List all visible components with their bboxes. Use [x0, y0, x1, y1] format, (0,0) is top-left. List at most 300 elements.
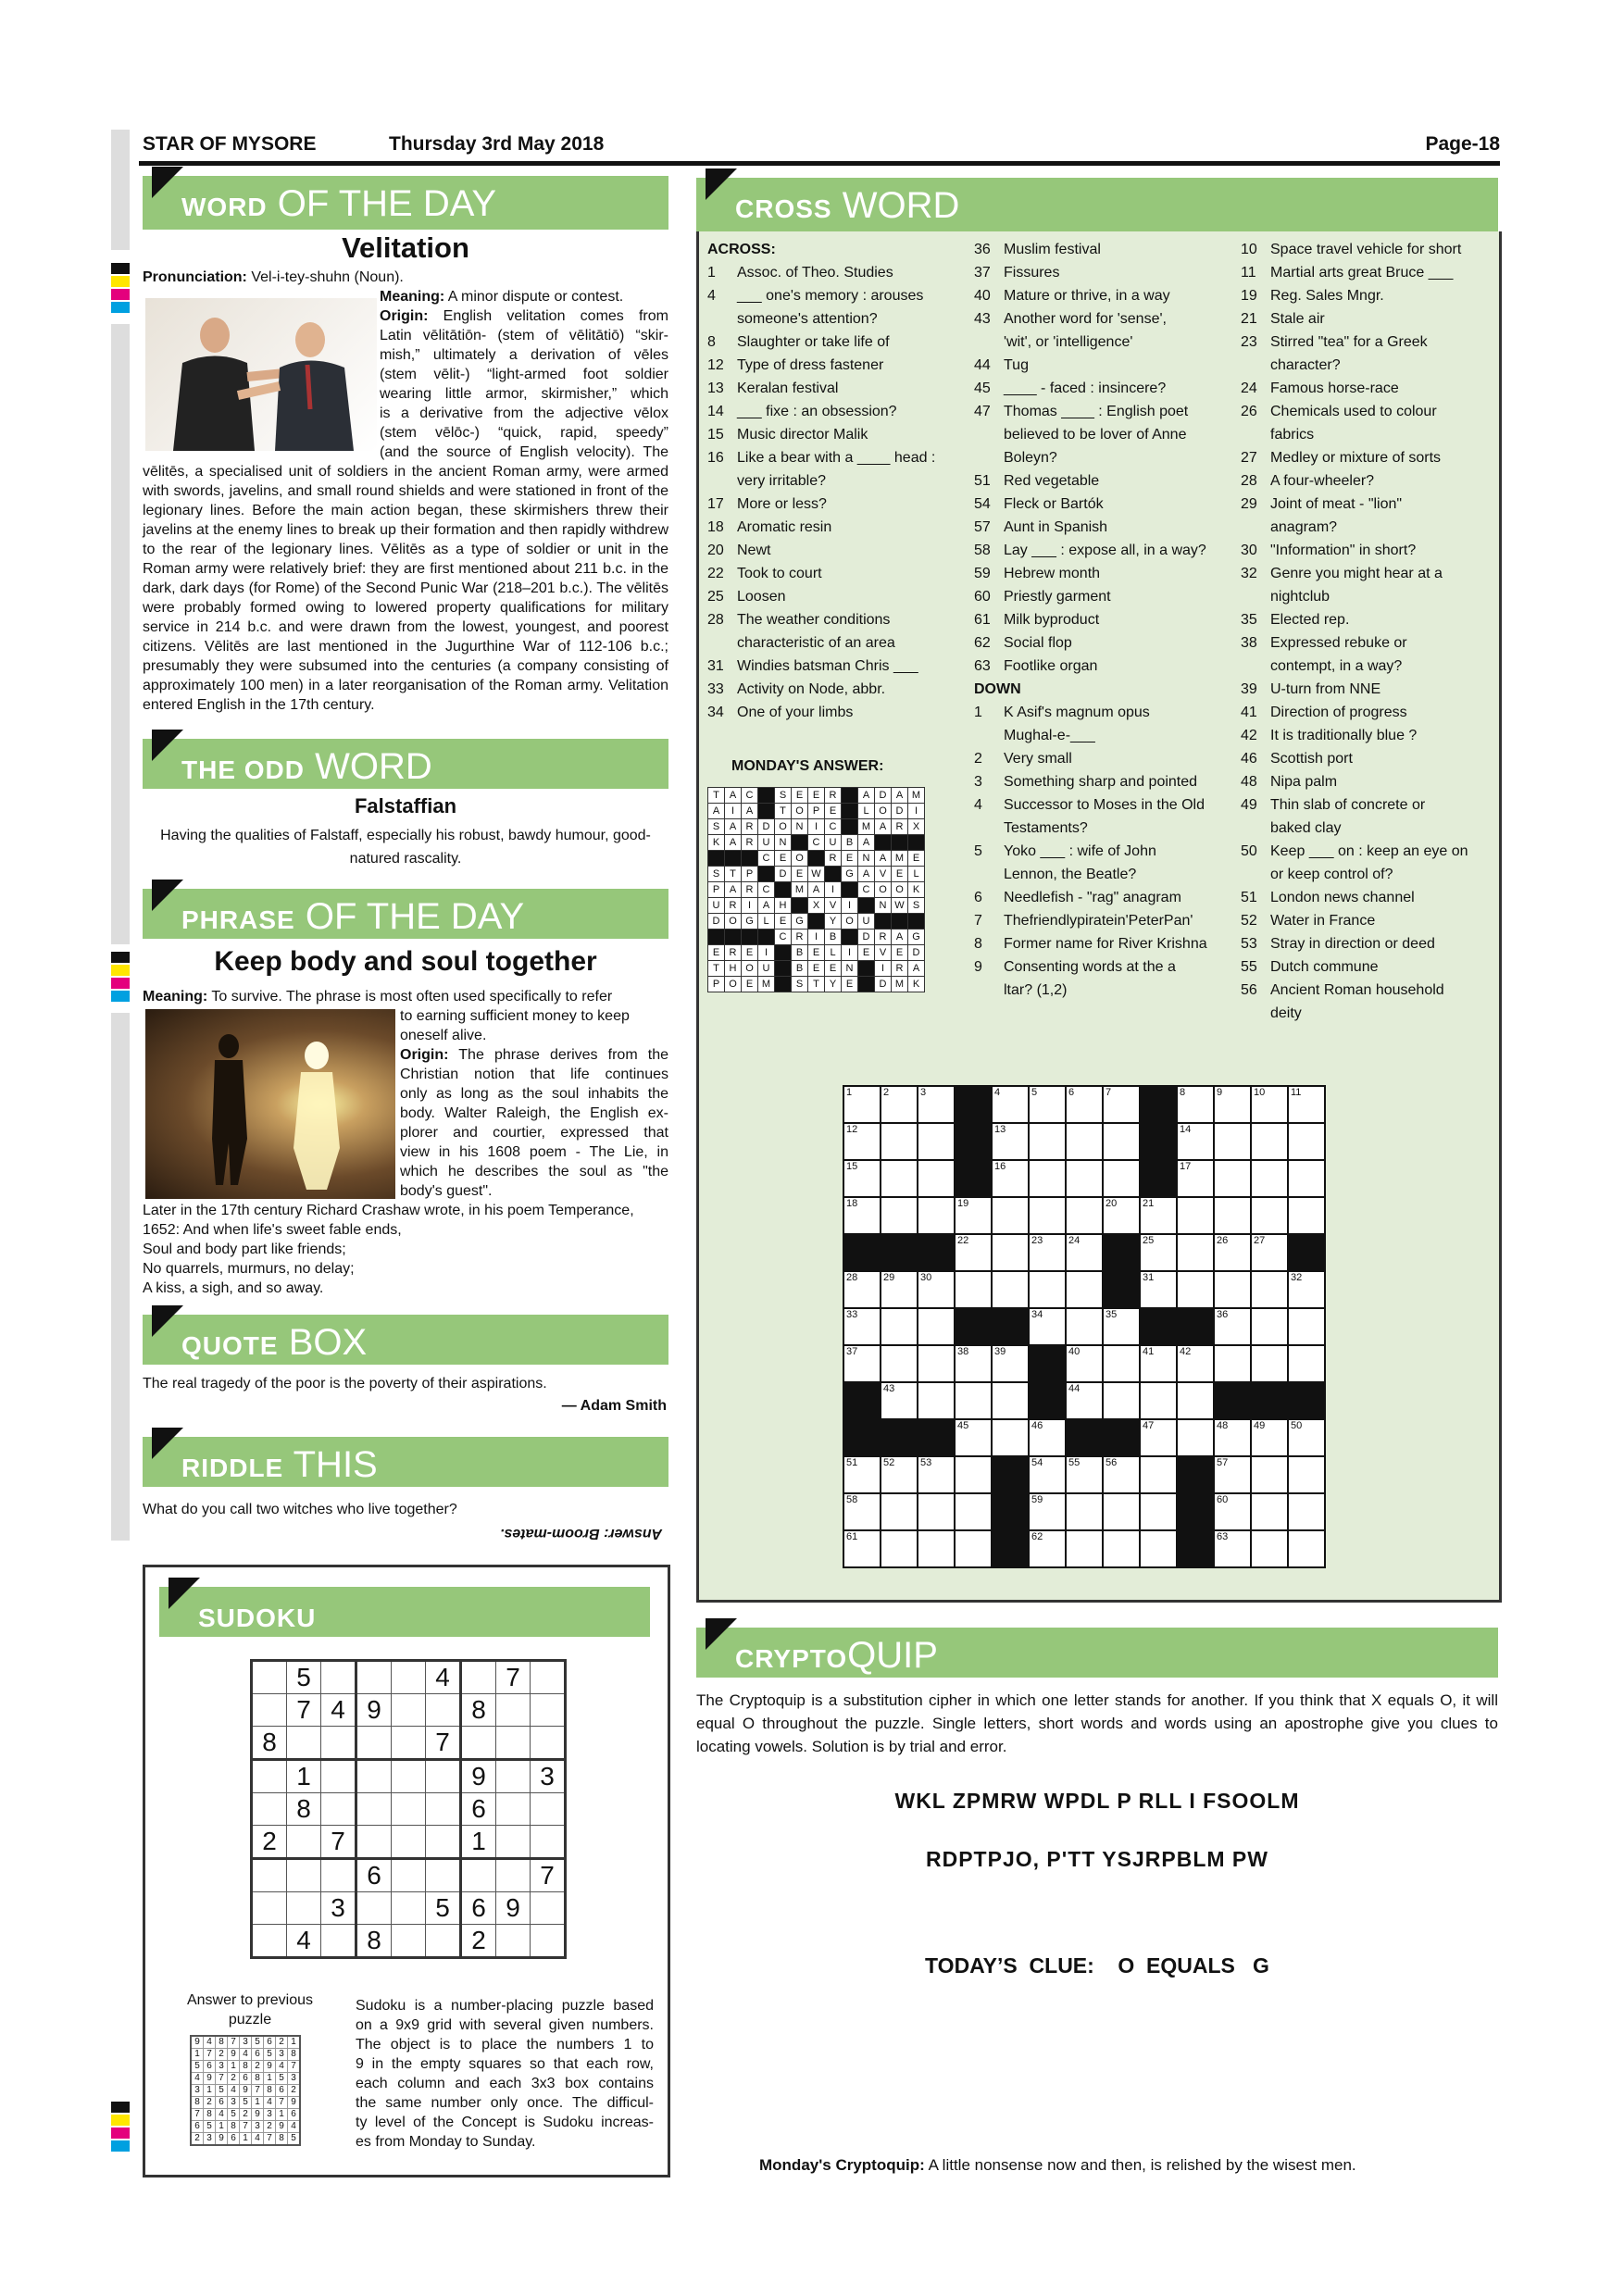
crossword-cell[interactable]	[992, 1271, 1029, 1308]
crossword-cell[interactable]	[1251, 1271, 1288, 1308]
crossword-cell[interactable]	[1140, 1382, 1177, 1419]
answer-cell: K	[908, 977, 925, 992]
sudoku-cell[interactable]	[426, 1793, 461, 1826]
crossword-cell[interactable]	[1288, 1530, 1325, 1567]
sudoku-cell[interactable]: 1	[287, 1760, 321, 1793]
crossword-cell[interactable]	[1251, 1308, 1288, 1345]
crossword-cell[interactable]	[992, 1197, 1029, 1234]
crossword-cell[interactable]: 42	[1177, 1345, 1214, 1382]
crossword-cell[interactable]	[918, 1160, 955, 1197]
black-square	[955, 1123, 992, 1160]
answer-cell	[842, 804, 858, 819]
sudoku-prev-label: Answer to previous puzzle	[186, 1992, 314, 2028]
crossword-cell[interactable]	[1214, 1160, 1251, 1197]
crossword-cell[interactable]: 32	[1288, 1271, 1325, 1308]
crossword-cell[interactable]	[1177, 1271, 1214, 1308]
answer-cell: A	[725, 882, 742, 898]
sudoku-cell[interactable]	[392, 1859, 426, 1892]
clue-item: 34 One of your limbs	[707, 705, 854, 720]
crossword-cell[interactable]: 46	[1029, 1419, 1066, 1456]
prev-answer-cell: 7	[240, 2121, 252, 2133]
crossword-cell[interactable]: 33	[843, 1308, 881, 1345]
sudoku-cell[interactable]: 5	[426, 1892, 461, 1925]
sudoku-cell[interactable]	[496, 1859, 531, 1892]
answer-cell: S	[708, 819, 725, 835]
answer-cell: C	[775, 930, 792, 945]
sudoku-cell[interactable]	[356, 1661, 392, 1694]
answer-cell: A	[858, 835, 875, 851]
crossword-cell[interactable]: 13	[992, 1123, 1029, 1160]
crossword-cell[interactable]: 47	[1140, 1419, 1177, 1456]
crossword-cell[interactable]: 57	[1214, 1456, 1251, 1493]
crossword-cell[interactable]	[1103, 1160, 1140, 1197]
sudoku-cell[interactable]	[392, 1760, 426, 1793]
crossword-cell[interactable]	[1288, 1308, 1325, 1345]
prev-answer-cell: 2	[204, 2097, 216, 2109]
crossword-cell[interactable]: 5	[1029, 1086, 1066, 1123]
sudoku-cell[interactable]	[496, 1793, 531, 1826]
prev-answer-cell: 5	[204, 2121, 216, 2133]
prev-answer-cell: 2	[216, 2049, 228, 2061]
crossword-cell[interactable]: 41	[1140, 1345, 1177, 1382]
crossword-cell[interactable]	[1288, 1345, 1325, 1382]
answer-cell: C	[858, 882, 875, 898]
crossword-cell[interactable]	[1066, 1123, 1103, 1160]
answer-cell	[725, 851, 742, 867]
sudoku-header: SUDOKU	[159, 1587, 650, 1637]
crossword-cell[interactable]: 9	[1214, 1086, 1251, 1123]
sudoku-cell[interactable]	[461, 1661, 496, 1694]
prev-answer-cell: 4	[288, 2121, 301, 2133]
sudoku-cell[interactable]	[356, 1760, 392, 1793]
sudoku-cell[interactable]	[496, 1826, 531, 1859]
crossword-cell[interactable]	[1103, 1530, 1140, 1567]
crossword-cell[interactable]	[1066, 1197, 1103, 1234]
sudoku-cell[interactable]: 6	[461, 1793, 496, 1826]
answer-cell: E	[892, 945, 908, 961]
sudoku-cell[interactable]: 9	[496, 1892, 531, 1925]
sudoku-grid[interactable]	[250, 1659, 567, 1959]
crossword-cell[interactable]: 27	[1251, 1234, 1288, 1271]
page-header	[139, 130, 1500, 166]
clue-item: characteristic of an area	[737, 635, 895, 651]
crossword-cell[interactable]: 63	[1214, 1530, 1251, 1567]
crossword-cell[interactable]: 4	[992, 1086, 1029, 1123]
sudoku-cell[interactable]: 4	[426, 1661, 461, 1694]
sudoku-cell[interactable]	[461, 1727, 496, 1760]
crossword-cell[interactable]	[1103, 1345, 1140, 1382]
crossword-cell[interactable]	[1288, 1456, 1325, 1493]
crossword-cell[interactable]	[1066, 1160, 1103, 1197]
clue-item: 31 Windies batsman Chris ___	[707, 658, 918, 674]
sudoku-cell[interactable]: 9	[356, 1694, 392, 1727]
prev-answer-cell: 8	[240, 2061, 252, 2073]
crossword-cell[interactable]: 1	[843, 1086, 881, 1123]
crossword-cell[interactable]	[1066, 1308, 1103, 1345]
crossword-cell[interactable]	[881, 1345, 918, 1382]
crossword-cell[interactable]: 35	[1103, 1308, 1140, 1345]
sudoku-cell[interactable]	[252, 1760, 287, 1793]
crossword-cell[interactable]: 26	[1214, 1234, 1251, 1271]
crossword-cell[interactable]	[1251, 1345, 1288, 1382]
crossword-cell[interactable]: 62	[1029, 1530, 1066, 1567]
crossword-cell[interactable]	[955, 1530, 992, 1567]
crossword-cell[interactable]	[992, 1382, 1029, 1419]
sudoku-cell[interactable]	[287, 1859, 321, 1892]
crossword-cell[interactable]	[1251, 1530, 1288, 1567]
crossword-cell[interactable]: 51	[843, 1456, 881, 1493]
crossword-cell[interactable]	[1214, 1123, 1251, 1160]
sudoku-cell[interactable]	[426, 1694, 461, 1727]
answer-cell: E	[775, 914, 792, 930]
sudoku-cell[interactable]: 3	[531, 1760, 566, 1793]
crossword-cell[interactable]	[1214, 1345, 1251, 1382]
crossword-cell[interactable]	[1288, 1123, 1325, 1160]
crossword-cell[interactable]	[955, 1456, 992, 1493]
sudoku-cell[interactable]: 4	[321, 1694, 356, 1727]
sudoku-cell[interactable]	[252, 1859, 287, 1892]
crossword-cell[interactable]: 55	[1066, 1456, 1103, 1493]
crossword-cell[interactable]: 43	[881, 1382, 918, 1419]
crossword-cell[interactable]	[881, 1530, 918, 1567]
sudoku-cell[interactable]: 7	[287, 1694, 321, 1727]
crossword-cell[interactable]: 38	[955, 1345, 992, 1382]
sudoku-cell[interactable]	[252, 1925, 287, 1958]
sudoku-cell[interactable]: 7	[426, 1727, 461, 1760]
riddle-header: RIDDLE THIS	[143, 1437, 668, 1487]
black-square	[843, 1382, 881, 1419]
crossword-cell[interactable]: 61	[843, 1530, 881, 1567]
black-square	[955, 1086, 992, 1123]
sudoku-cell[interactable]	[496, 1694, 531, 1727]
sudoku-cell[interactable]	[252, 1793, 287, 1826]
sudoku-cell[interactable]	[426, 1826, 461, 1859]
crossword-cell[interactable]: 53	[918, 1456, 955, 1493]
crossword-cell[interactable]	[1029, 1197, 1066, 1234]
crossword-cell[interactable]: 39	[992, 1345, 1029, 1382]
prev-answer-cell: 3	[204, 2133, 216, 2146]
crossword-cell[interactable]	[918, 1345, 955, 1382]
sudoku-cell[interactable]	[531, 1826, 566, 1859]
crossword-cell[interactable]	[1288, 1197, 1325, 1234]
black-square	[992, 1530, 1029, 1567]
crossword-cell[interactable]: 15	[843, 1160, 881, 1197]
crossword-cell[interactable]	[992, 1234, 1029, 1271]
crossword-cell[interactable]: 3	[918, 1086, 955, 1123]
sudoku-cell[interactable]	[321, 1793, 356, 1826]
clue-item: 28 The weather conditions	[707, 612, 891, 628]
header-small: WORD	[181, 193, 268, 221]
prev-answer-cell: 4	[240, 2049, 252, 2061]
answer-cell: B	[792, 961, 808, 977]
crossword-cell[interactable]	[1066, 1530, 1103, 1567]
answer-cell: M	[858, 819, 875, 835]
clue-item: 8 Former name for River Krishna	[974, 936, 1207, 952]
crossword-cell[interactable]	[1066, 1493, 1103, 1530]
crossword-cell[interactable]: 20	[1103, 1197, 1140, 1234]
crossword-grid[interactable]	[843, 1085, 1326, 1568]
sudoku-cell[interactable]: 9	[461, 1760, 496, 1793]
crossword-cell[interactable]: 34	[1029, 1308, 1066, 1345]
crossword-cell[interactable]	[881, 1197, 918, 1234]
crossword-cell[interactable]	[1029, 1160, 1066, 1197]
sudoku-cell[interactable]	[287, 1727, 321, 1760]
sudoku-cell[interactable]	[531, 1694, 566, 1727]
sudoku-cell[interactable]	[426, 1760, 461, 1793]
crossword-cell[interactable]	[1251, 1197, 1288, 1234]
answer-cell: E	[792, 867, 808, 882]
sudoku-cell[interactable]	[426, 1925, 461, 1958]
sudoku-cell[interactable]: 6	[461, 1892, 496, 1925]
sudoku-cell[interactable]	[392, 1694, 426, 1727]
sudoku-cell[interactable]	[392, 1826, 426, 1859]
crossword-cell[interactable]	[1103, 1382, 1140, 1419]
prev-answer-cell: 8	[276, 2133, 288, 2146]
crossword-cell[interactable]: 11	[1288, 1086, 1325, 1123]
answer-cell: I	[742, 898, 758, 914]
sudoku-cell[interactable]: 1	[461, 1826, 496, 1859]
answer-cell	[775, 977, 792, 992]
sudoku-cell[interactable]	[252, 1661, 287, 1694]
prev-answer-cell: 7	[204, 2049, 216, 2061]
sudoku-cell[interactable]: 7	[321, 1826, 356, 1859]
crossword-cell[interactable]	[918, 1197, 955, 1234]
sudoku-cell[interactable]	[321, 1727, 356, 1760]
crossword-cell[interactable]	[918, 1530, 955, 1567]
crossword-cell[interactable]: 2	[881, 1086, 918, 1123]
sudoku-cell[interactable]	[531, 1793, 566, 1826]
crossword-cell[interactable]: 8	[1177, 1086, 1214, 1123]
answer-cell: S	[708, 867, 725, 882]
crossword-cell[interactable]: 56	[1103, 1456, 1140, 1493]
black-square	[1066, 1419, 1103, 1456]
swatch-cyan-3	[111, 2140, 130, 2152]
clue-item: 28 A four-wheeler?	[1241, 473, 1375, 489]
crossword-cell[interactable]	[1214, 1271, 1251, 1308]
crossword-cell[interactable]: 10	[1251, 1086, 1288, 1123]
prev-answer-cell: 5	[228, 2109, 240, 2121]
crossword-cell[interactable]	[1103, 1493, 1140, 1530]
prev-answer-cell: 3	[191, 2085, 204, 2097]
crossword-cell[interactable]	[955, 1382, 992, 1419]
crossword-cell[interactable]: 28	[843, 1271, 881, 1308]
answer-cell: M	[892, 977, 908, 992]
sudoku-cell[interactable]	[287, 1892, 321, 1925]
prev-answer-cell: 9	[216, 2133, 228, 2146]
crossword-cell[interactable]: 7	[1103, 1086, 1140, 1123]
crossword-cell[interactable]	[1214, 1197, 1251, 1234]
crossword-cell[interactable]	[918, 1123, 955, 1160]
crossword-cell[interactable]	[1029, 1271, 1066, 1308]
crossword-cell[interactable]	[1066, 1271, 1103, 1308]
sudoku-cell[interactable]: 4	[287, 1925, 321, 1958]
crossword-cell[interactable]: 58	[843, 1493, 881, 1530]
sudoku-cell[interactable]	[392, 1727, 426, 1760]
crossword-cell[interactable]	[1251, 1456, 1288, 1493]
crossword-cell[interactable]	[918, 1493, 955, 1530]
clue-item: contempt, in a way?	[1270, 658, 1403, 674]
sudoku-cell[interactable]	[426, 1859, 461, 1892]
sudoku-cell[interactable]: 5	[287, 1661, 321, 1694]
crossword-cell[interactable]	[881, 1160, 918, 1197]
clue-item: very irritable?	[737, 473, 827, 489]
phrase-header: PHRASE OF THE DAY	[143, 889, 668, 939]
clue-item: 13 Keralan festival	[707, 381, 839, 396]
crossword-cell[interactable]	[881, 1308, 918, 1345]
sudoku-cell[interactable]	[356, 1826, 392, 1859]
sudoku-cell[interactable]	[392, 1892, 426, 1925]
sudoku-cell[interactable]	[496, 1760, 531, 1793]
crossword-cell[interactable]	[1177, 1382, 1214, 1419]
crossword-cell[interactable]	[1177, 1197, 1214, 1234]
sudoku-cell[interactable]	[392, 1925, 426, 1958]
prev-answer-cell: 4	[204, 2036, 216, 2049]
crossword-cell[interactable]	[1177, 1234, 1214, 1271]
crossword-cell[interactable]: 29	[881, 1271, 918, 1308]
crossword-cell[interactable]: 50	[1288, 1419, 1325, 1456]
clue-item: fabrics	[1270, 427, 1315, 443]
sudoku-cell[interactable]	[321, 1859, 356, 1892]
sudoku-cell[interactable]	[531, 1727, 566, 1760]
clue-item: 7 Thefriendlypiratein'PeterPan'	[974, 913, 1193, 929]
crossword-cell[interactable]: 52	[881, 1456, 918, 1493]
sudoku-cell[interactable]	[531, 1892, 566, 1925]
sudoku-cell[interactable]	[392, 1661, 426, 1694]
soul-photo	[145, 1009, 395, 1199]
crossword-cell[interactable]	[1029, 1123, 1066, 1160]
answer-cell: S	[908, 898, 925, 914]
answer-cell: G	[842, 867, 858, 882]
answer-cell: U	[858, 914, 875, 930]
sudoku-cell[interactable]	[531, 1661, 566, 1694]
crossword-cell[interactable]	[881, 1123, 918, 1160]
sudoku-cell[interactable]: 7	[496, 1661, 531, 1694]
clue-item: 25 Loosen	[707, 589, 786, 605]
clue-item: 4 ___ one's memory : arouses	[707, 288, 924, 304]
answer-cell: I	[908, 804, 925, 819]
crossword-cell[interactable]: 22	[955, 1234, 992, 1271]
crossword-cell[interactable]	[992, 1419, 1029, 1456]
crossword-cell[interactable]: 14	[1177, 1123, 1214, 1160]
sudoku-cell[interactable]	[321, 1661, 356, 1694]
crossword-cell[interactable]: 44	[1066, 1382, 1103, 1419]
answer-cell: D	[708, 914, 725, 930]
crossword-cell[interactable]: 18	[843, 1197, 881, 1234]
crossword-cell[interactable]: 36	[1214, 1308, 1251, 1345]
black-square	[1029, 1382, 1066, 1419]
sudoku-cell[interactable]	[321, 1925, 356, 1958]
crossword-cell[interactable]: 45	[955, 1419, 992, 1456]
sudoku-cell[interactable]: 6	[356, 1859, 392, 1892]
answer-cell: A	[892, 788, 908, 804]
prev-answer-cell: 7	[276, 2097, 288, 2109]
sudoku-cell[interactable]	[321, 1760, 356, 1793]
crossword-cell[interactable]	[1251, 1493, 1288, 1530]
crossword-cell[interactable]: 19	[955, 1197, 992, 1234]
answer-cell: M	[908, 788, 925, 804]
crossword-cell[interactable]: 31	[1140, 1271, 1177, 1308]
crossword-cell[interactable]	[918, 1382, 955, 1419]
crossword-cell[interactable]: 24	[1066, 1234, 1103, 1271]
cryptoquip-line-2: RDPTPJO, P'TT YSJRPBLM PW	[926, 1847, 1268, 1871]
crossword-cell[interactable]: 16	[992, 1160, 1029, 1197]
crossword-cell[interactable]: 40	[1066, 1345, 1103, 1382]
crossword-cell[interactable]: 48	[1214, 1419, 1251, 1456]
sudoku-cell[interactable]	[287, 1826, 321, 1859]
sudoku-cell[interactable]	[356, 1892, 392, 1925]
crossword-cell[interactable]	[1140, 1456, 1177, 1493]
crossword-cell[interactable]	[955, 1271, 992, 1308]
crossword-cell[interactable]	[955, 1493, 992, 1530]
crossword-cell[interactable]	[1288, 1493, 1325, 1530]
answer-cell: E	[908, 851, 925, 867]
sudoku-cell[interactable]: 8	[461, 1694, 496, 1727]
answer-cell: M	[792, 882, 808, 898]
sudoku-cell[interactable]	[496, 1727, 531, 1760]
prev-answer-cell: 7	[216, 2073, 228, 2085]
crossword-cell[interactable]	[1140, 1530, 1177, 1567]
prev-answer-cell: 8	[288, 2049, 301, 2061]
sudoku-cell[interactable]: 8	[252, 1727, 287, 1760]
crossword-cell[interactable]	[1177, 1419, 1214, 1456]
crossword-cell[interactable]	[1251, 1123, 1288, 1160]
answer-cell: A	[725, 788, 742, 804]
sudoku-cell[interactable]	[356, 1793, 392, 1826]
sudoku-cell[interactable]	[356, 1727, 392, 1760]
sudoku-cell[interactable]	[252, 1694, 287, 1727]
sudoku-cell[interactable]	[461, 1859, 496, 1892]
clue-item: 43 Another word for 'sense',	[974, 311, 1167, 327]
crossword-cell[interactable]: 59	[1029, 1493, 1066, 1530]
prev-answer-cell: 8	[216, 2036, 228, 2049]
crossword-cell[interactable]: 60	[1214, 1493, 1251, 1530]
crossword-cell[interactable]	[918, 1308, 955, 1345]
sudoku-cell[interactable]	[531, 1925, 566, 1958]
answer-cell: N	[858, 851, 875, 867]
crossword-cell[interactable]	[1140, 1493, 1177, 1530]
crossword-cell[interactable]: 25	[1140, 1234, 1177, 1271]
crossword-cell[interactable]	[881, 1493, 918, 1530]
crossword-cell[interactable]	[1103, 1123, 1140, 1160]
black-square	[955, 1160, 992, 1197]
crossword-cell[interactable]: 17	[1177, 1160, 1214, 1197]
sudoku-cell[interactable]: 2	[252, 1826, 287, 1859]
sudoku-cell[interactable]: 2	[461, 1925, 496, 1958]
crossword-cell[interactable]: 12	[843, 1123, 881, 1160]
crossword-cell[interactable]	[1251, 1160, 1288, 1197]
crossword-cell[interactable]: 37	[843, 1345, 881, 1382]
sudoku-cell[interactable]: 3	[321, 1892, 356, 1925]
crossword-cell[interactable]	[1288, 1160, 1325, 1197]
sudoku-cell[interactable]: 8	[356, 1925, 392, 1958]
crossword-cell[interactable]: 6	[1066, 1086, 1103, 1123]
margin-bar-mid	[111, 324, 130, 944]
sudoku-cell[interactable]	[392, 1793, 426, 1826]
crossword-cell[interactable]: 54	[1029, 1456, 1066, 1493]
sudoku-cell[interactable]	[496, 1925, 531, 1958]
crossword-cell[interactable]: 21	[1140, 1197, 1177, 1234]
crossword-cell[interactable]: 23	[1029, 1234, 1066, 1271]
sudoku-cell[interactable]	[252, 1892, 287, 1925]
prev-answer-cell: 9	[252, 2109, 264, 2121]
sudoku-cell[interactable]: 8	[287, 1793, 321, 1826]
odd-word-title: Falstaffian	[354, 794, 457, 817]
crossword-cell[interactable]: 49	[1251, 1419, 1288, 1456]
crossword-cell[interactable]: 30	[918, 1271, 955, 1308]
sudoku-cell[interactable]: 7	[531, 1859, 566, 1892]
prev-answer-cell: 6	[191, 2121, 204, 2133]
answer-cell: V	[875, 945, 892, 961]
